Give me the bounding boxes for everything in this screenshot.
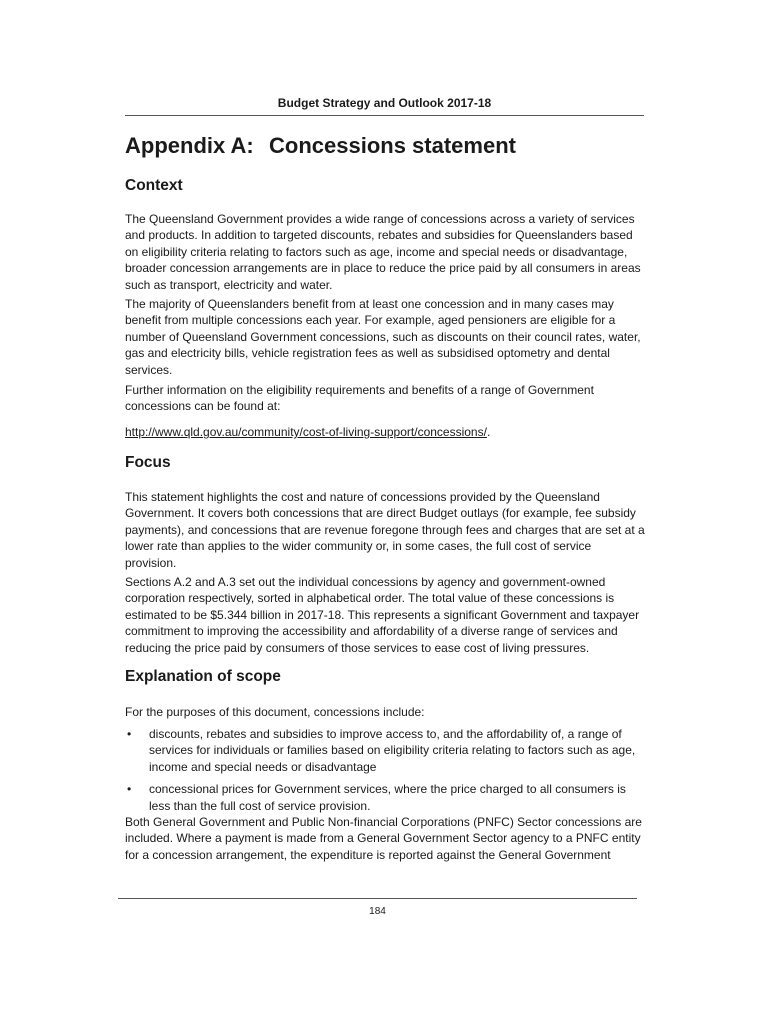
bullet-text: concessional prices for Government services, where the price charged to all consumers is less than the full cost of service provision. <box>149 782 626 813</box>
appendix-title: Concessions statement <box>269 133 516 158</box>
page-title <box>125 133 516 159</box>
context-paragraph-3: Further information on the eligibility requirements and benefits of a range of Government concessions can be found at: <box>125 383 594 414</box>
context-paragraph-1: The Queensland Government provides a wide range of concessions across a variety of services and products. In addition to targeted discounts, rebates and subsidies for Queenslanders based on eligibility criteria relating to factors such as age, income and special needs or disadvantage, broader concession arrangements are in place to reduce the price paid by all consumers in areas such as transport, electricity and water. <box>125 212 641 292</box>
scope-bullet-list <box>125 726 645 820</box>
bullet-icon: • <box>127 782 132 797</box>
header-divider <box>125 115 644 116</box>
context-heading: Context <box>125 177 183 194</box>
scope-heading: Explanation of scope <box>125 668 281 685</box>
running-header: Budget Strategy and Outlook 2017-18 <box>277 96 492 110</box>
context-paragraph-2: The majority of Queenslanders benefit from at least one concession and in many cases may benefit from multiple concessions each year. For example, aged pensioners are eligible for a number of Queensland Government concessions, such as discounts on their council rates, water, gas and electricity bills, vehicle registration fees as well as subsidised optometry and dental services. <box>125 297 641 377</box>
bullet-icon: • <box>127 727 132 741</box>
concessions-link[interactable]: http://www.qld.gov.au/community/cost-of-living-support/concessions/ <box>125 425 487 439</box>
footer-divider <box>118 898 637 899</box>
focus-heading: Focus <box>125 454 171 471</box>
scope-paragraph: Both General Government and Public Non-financial Corporations (PNFC) Sector concessions are included. Where a payment is made from a General Government Sector agency to a PNFC entity for a concession arrangement, the expenditure is reported against the General Government <box>125 815 642 862</box>
scope-intro: For the purposes of this document, concessions include: <box>125 705 425 719</box>
appendix-label: Appendix A: <box>125 133 254 158</box>
list-item <box>125 781 645 814</box>
focus-paragraph-1: This statement highlights the cost and nature of concessions provided by the Queensland Government. It covers both concessions that are direct Budget outlays (for example, fee subsidy payments), and concessions that are revenue foregone through fees and charges that are set at a lower rate than applies to the wider community or, in some cases, the full cost of service provision. <box>125 490 645 570</box>
link-suffix: . <box>486 425 491 439</box>
focus-paragraph-2: Sections A.2 and A.3 set out the individual concessions by agency and government-owned corporation respectively, sorted in alphabetical order. The total value of these concessions is estimated to be $5.344 billion in 2017-18. This represents a significant Government and taxpayer commitment to improving the accessibility and affordability of a diverse range of services and reducing the price paid by consumers of those services to ease cost of living pressures. <box>125 575 640 655</box>
page-number: 184 <box>369 906 386 917</box>
bullet-text: discounts, rebates and subsidies to improve access to, and the affordability of, a range of services for individuals or families based on eligibility criteria relating to factors such as age, income and special needs or disadvantage <box>149 727 636 774</box>
list-item <box>125 726 645 775</box>
context-link-line <box>125 424 645 440</box>
